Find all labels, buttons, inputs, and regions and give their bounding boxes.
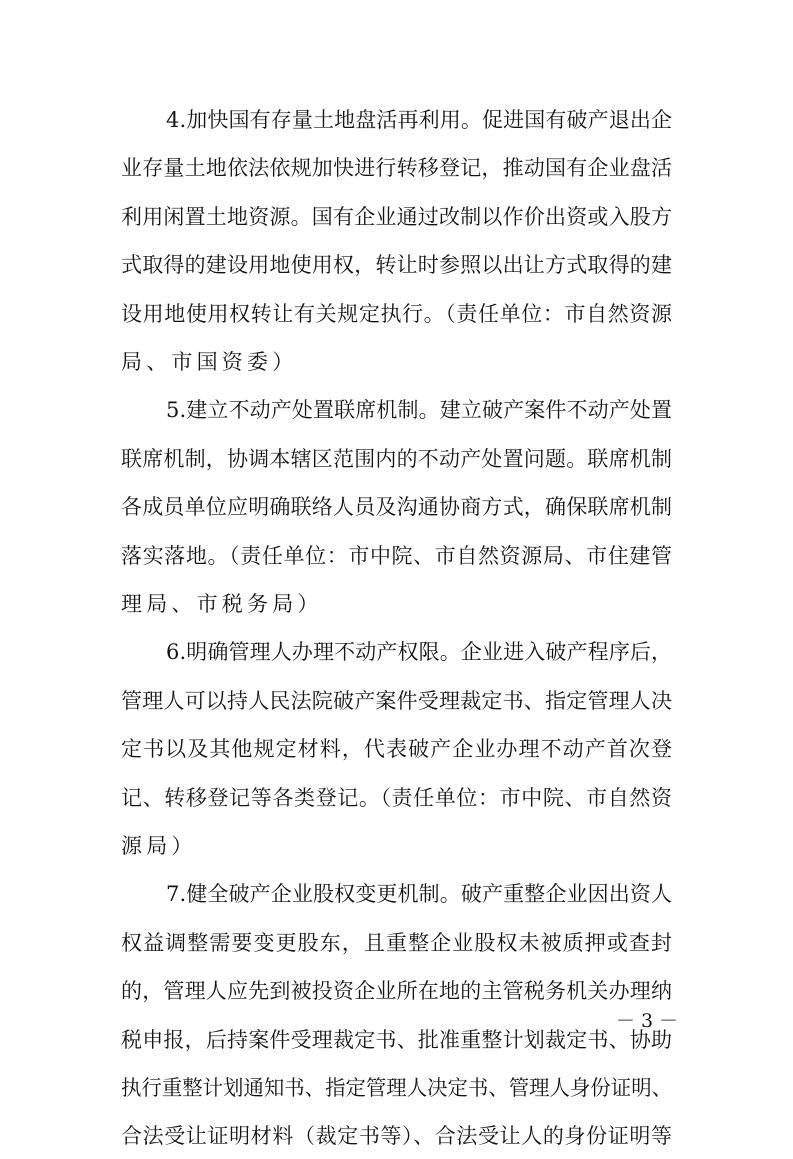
paragraph-6-line-4: 记、转移登记等各类登记。（责任单位：市中院、市自然资	[121, 785, 673, 810]
paragraph-6-line-3: 定书以及其他规定材料，代表破产企业办理不动产首次登	[121, 737, 674, 762]
paragraph-4-line-2: 业存量土地依法依规加快进行转移登记，推动国有企业盘活	[121, 156, 673, 181]
paragraph-7-line-4: 税申报，后持案件受理裁定书、批准重整计划裁定书、协助	[121, 1027, 673, 1052]
paragraph-5-line-5: 理局、市税务局）	[121, 592, 323, 616]
paragraph-4-line-1: 4.加快国有存量土地盘活再利用。促进国有破产退出企	[166, 108, 673, 132]
paragraph-4-line-3: 利用闲置土地资源。国有企业通过改制以作价出资或入股方	[121, 204, 673, 229]
paragraph-4-line-6: 局、市国资委）	[121, 350, 298, 374]
paragraph-7-line-2: 权益调整需要变更股东，且重整企业股权未被质押或查封	[121, 930, 674, 955]
paragraph-7-line-5: 执行重整计划通知书、指定管理人决定书、管理人身份证明、	[121, 1076, 673, 1100]
paragraph-6-line-5: 源局）	[121, 834, 197, 858]
paragraph-5-line-4: 落实落地。（责任单位：市中院、市自然资源局、市住建管	[121, 543, 673, 568]
paragraph-7-line-6: 合法受让证明材料（裁定书等）、合法受让人的身份证明等	[121, 1124, 673, 1149]
paragraph-5-line-2: 联席机制，协调本辖区范围内的不动产处置问题。联席机制	[121, 446, 673, 471]
paragraph-7-line-1: 7.健全破产企业股权变更机制。破产重整企业因出资人	[166, 882, 673, 907]
page-number: － 3 －	[616, 1010, 679, 1032]
paragraph-7-line-3: 的，管理人应先到被投资企业所在地的主管税务机关办理纳	[121, 979, 673, 1004]
paragraph-4-line-4: 式取得的建设用地使用权，转让时参照以出让方式取得的建	[121, 253, 673, 278]
paragraph-4-line-5: 设用地使用权转让有关规定执行。（责任单位：市自然资源	[121, 301, 673, 326]
paragraph-6-line-2: 管理人可以持人民法院破产案件受理裁定书、指定管理人决	[121, 688, 673, 713]
paragraph-5-line-1: 5.建立不动产处置联席机制。建立破产案件不动产处置	[166, 398, 673, 423]
paragraph-5-line-3: 各成员单位应明确联络人员及沟通协商方式，确保联席机制	[121, 495, 673, 520]
paragraph-6-line-1: 6.明确管理人办理不动产权限。企业进入破产程序后，	[166, 640, 673, 665]
